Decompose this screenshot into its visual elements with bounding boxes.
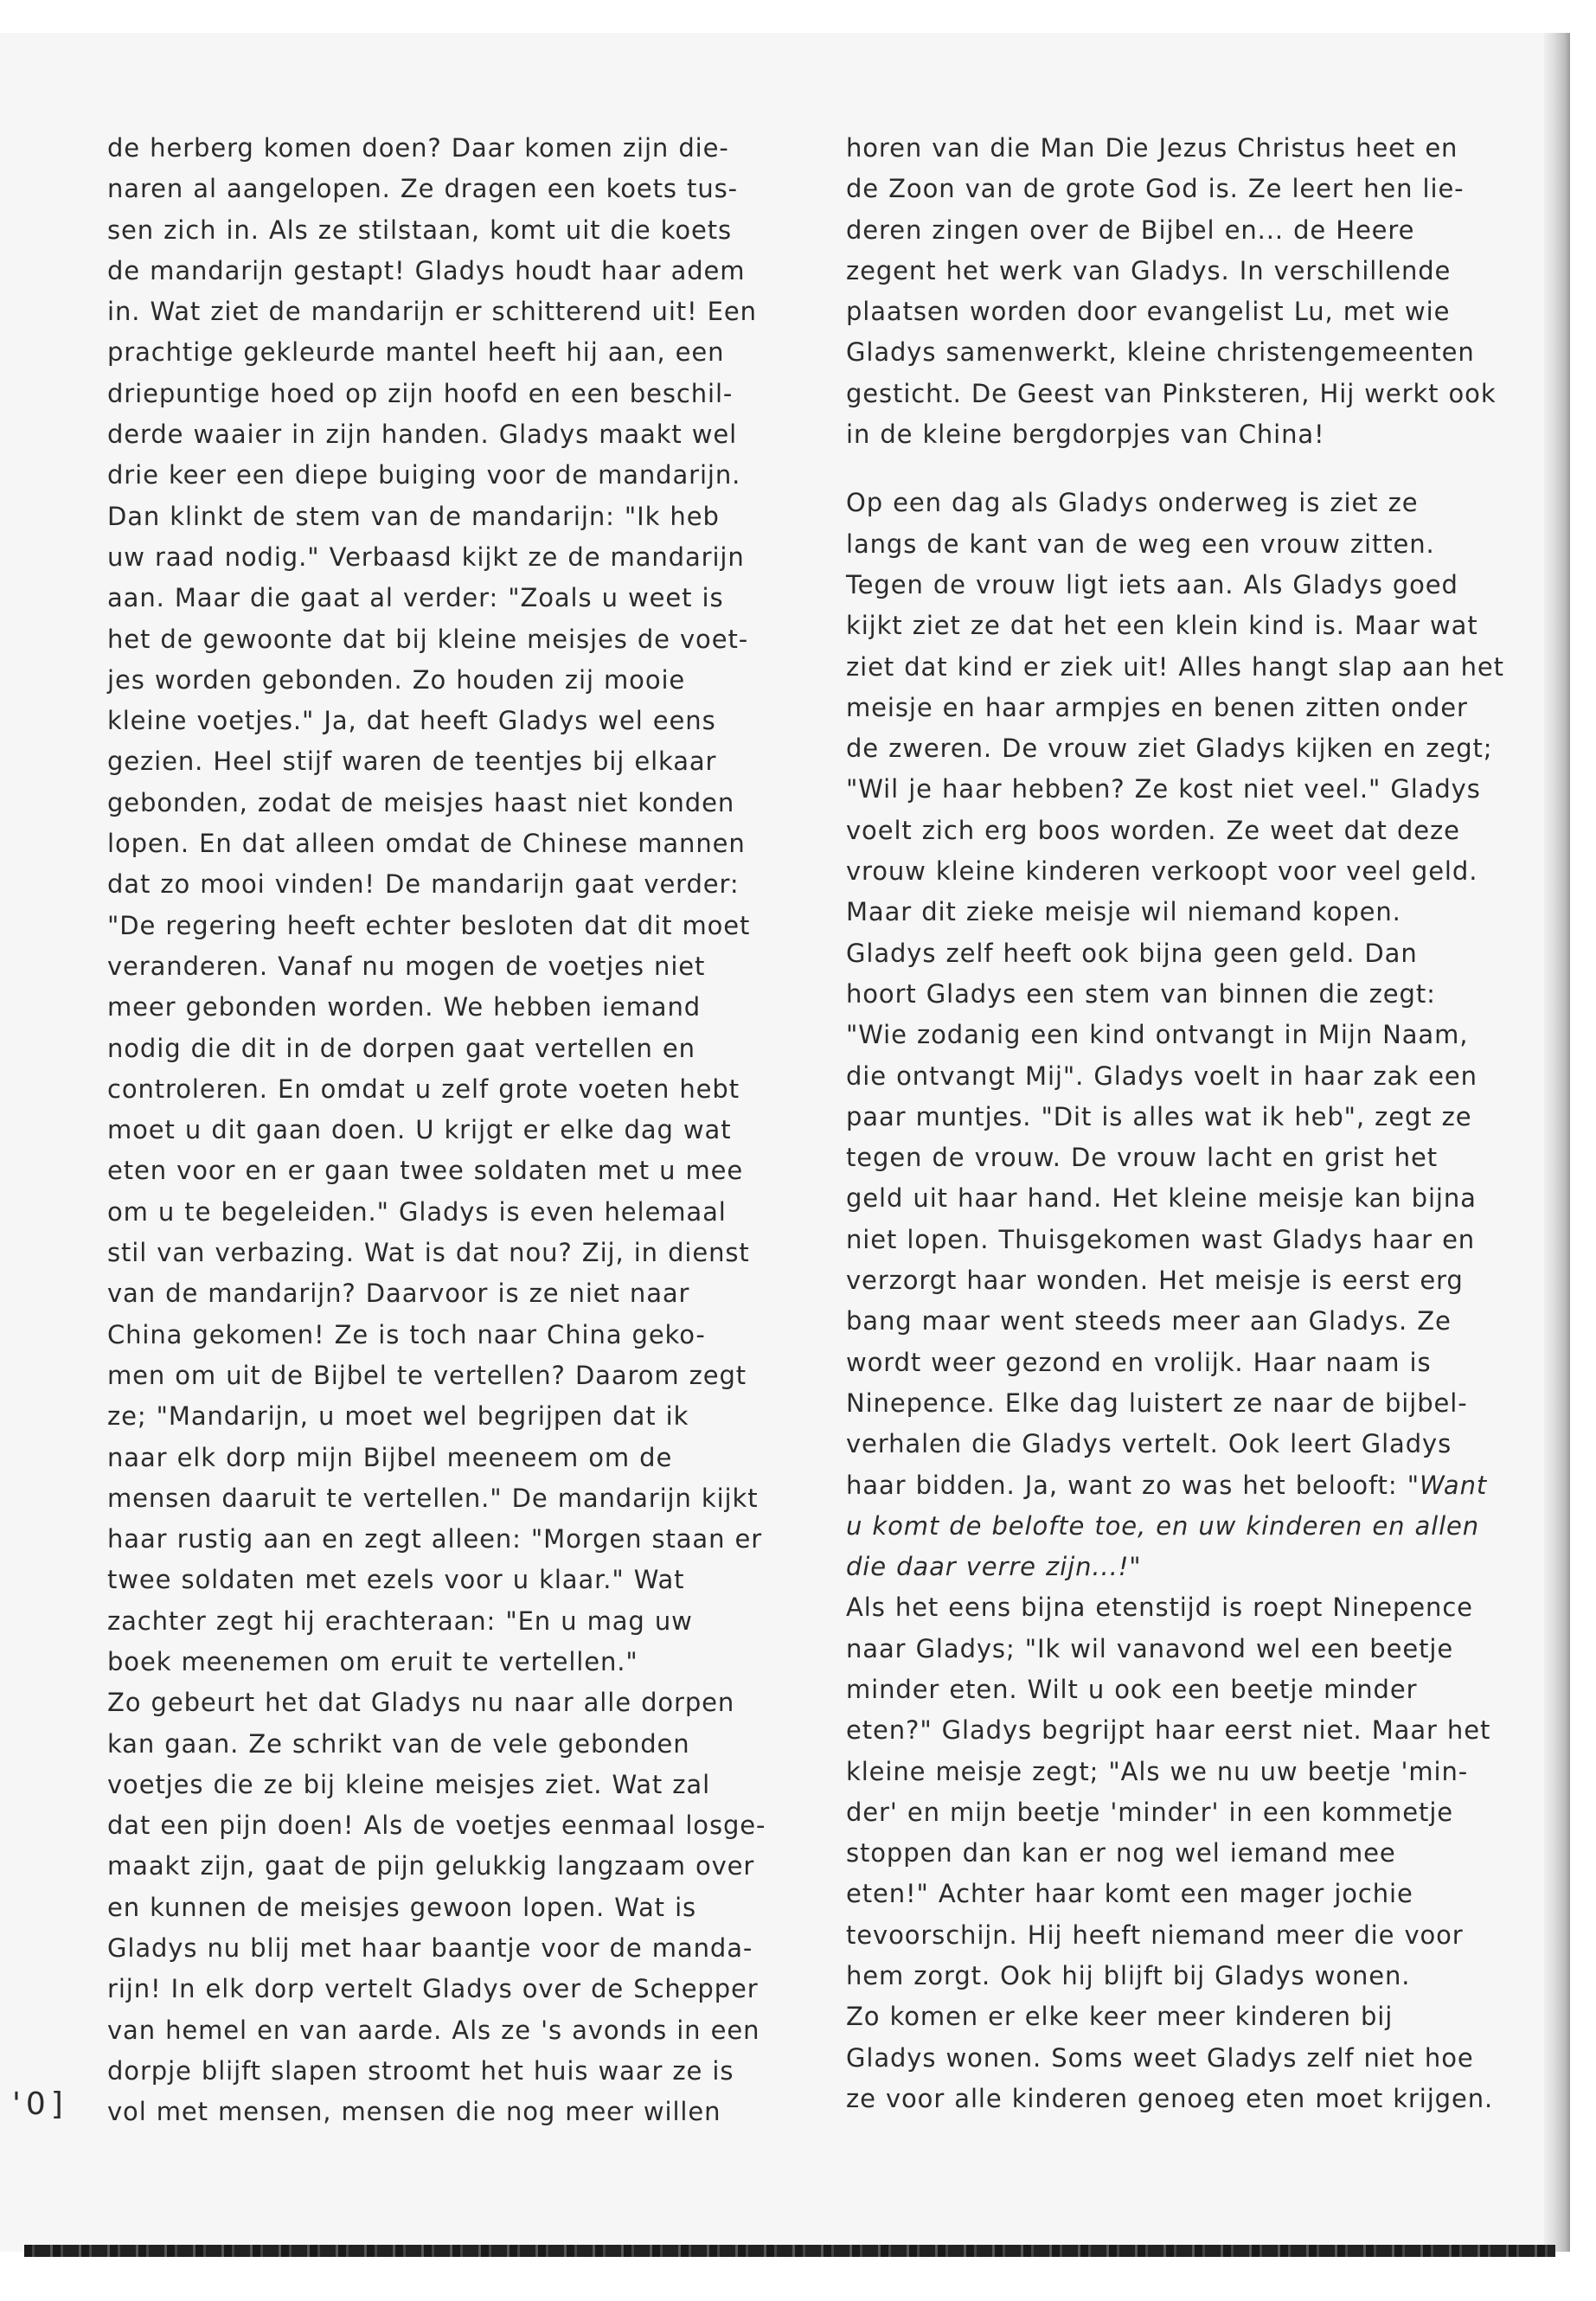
- right-line: kijkt ziet ze dat het een klein kind is. Maar wat: [846, 611, 1478, 641]
- left-line: sen zich in. Als ze stilstaan, komt uit die koets: [107, 215, 732, 245]
- left-line: boek meenemen om eruit te vertellen.": [107, 1646, 638, 1676]
- left-line: derde waaier in zijn handen. Gladys maakt wel: [107, 420, 738, 450]
- right-line: wordt weer gezond en vrolijk. Haar naam is: [846, 1347, 1432, 1377]
- right-line: de Zoon van de grote God is. Ze leert hen lie-: [846, 174, 1465, 204]
- left-line: "De regering heeft echter besloten dat dit moet: [107, 910, 751, 940]
- bible-quote-text: die daar verre zijn...!": [846, 1552, 1142, 1582]
- left-line: controleren. En omdat u zelf grote voeten hebt: [107, 1074, 740, 1104]
- left-line: Gladys nu blij met haar baantje voor de manda-: [107, 1933, 753, 1964]
- right-line: tevoorschijn. Hij heeft niemand meer die voor: [846, 1920, 1464, 1950]
- left-line: gezien. Heel stijf waren de teentjes bij elkaar: [107, 747, 717, 777]
- right-line: bang maar went steeds meer aan Gladys. Ze: [846, 1306, 1452, 1336]
- right-line: Gladys wonen. Soms weet Gladys zelf niet hoe: [846, 2042, 1474, 2073]
- left-line: en kunnen de meisjes gewoon lopen. Wat is: [107, 1892, 697, 1922]
- left-line: prachtige gekleurde mantel heeft hij aan, een: [107, 337, 725, 368]
- left-line: dorpje blijft slapen stroomt het huis waar ze is: [107, 2055, 734, 2086]
- right-line: vrouw kleine kinderen verkoopt voor veel geld.: [846, 856, 1478, 887]
- right-line: kleine meisje zegt; "Als we nu uw beetje 'min-: [846, 1756, 1469, 1786]
- right-line: Gladys zelf heeft ook bijna geen geld. Dan: [846, 938, 1418, 968]
- right-line: gesticht. De Geest van Pinksteren, Hij werkt ook: [846, 378, 1497, 408]
- left-line: meer gebonden worden. We hebben iemand: [107, 992, 702, 1022]
- left-line: om u te begeleiden." Gladys is even helemaal: [107, 1196, 727, 1227]
- page-bottom-border: [24, 2245, 1555, 2257]
- right-line: de zweren. De vrouw ziet Gladys kijken en zegt;: [846, 734, 1493, 764]
- right-line: geld uit haar hand. Het kleine meisje kan bijna: [846, 1183, 1477, 1214]
- right-line: niet lopen. Thuisgekomen wast Gladys haar en: [846, 1224, 1476, 1254]
- page-edge-shadow: [1544, 33, 1570, 2252]
- right-text-column: [846, 128, 1503, 2119]
- left-line: de mandarijn gestapt! Gladys houdt haar adem: [107, 255, 746, 285]
- right-line: deren zingen over de Bijbel en... de Heere: [846, 215, 1415, 245]
- right-line: Ninepence. Elke dag luistert ze naar de bijbel-: [846, 1388, 1468, 1418]
- right-line: tegen de vrouw. De vrouw lacht en grist het: [846, 1143, 1439, 1173]
- right-line: "Wil je haar hebben? Ze kost niet veel." Gladys: [846, 774, 1481, 804]
- left-line: lopen. En dat alleen omdat de Chinese mannen: [107, 829, 746, 859]
- right-line: hem zorgt. Ook hij blijft bij Gladys wonen.: [846, 1961, 1411, 1991]
- right-line: ze voor alle kinderen genoeg eten moet krijgen.: [846, 2083, 1494, 2113]
- right-line: paar muntjes. "Dit is alles wat ik heb", zegt ze: [846, 1101, 1472, 1131]
- right-line: Maar dit zieke meisje wil niemand kopen.: [846, 897, 1401, 927]
- left-line: kleine voetjes." Ja, dat heeft Gladys wel eens: [107, 706, 716, 736]
- left-line: rijn! In elk dorp vertelt Gladys over de Schepper: [107, 1974, 759, 2004]
- left-line: veranderen. Vanaf nu mogen de voetjes niet: [107, 951, 706, 981]
- left-line: driepuntige hoed op zijn hoofd en een beschil-: [107, 378, 734, 408]
- right-line: horen van die Man Die Jezus Christus heet en: [846, 133, 1458, 163]
- left-line: uw raad nodig." Verbaasd kijkt ze de mandarijn: [107, 542, 745, 572]
- left-line: zachter zegt hij erachteraan: "En u mag uw: [107, 1606, 693, 1636]
- left-line: nodig die dit in de dorpen gaat vertellen en: [107, 1033, 695, 1063]
- right-line: ziet dat kind er ziek uit! Alles hangt slap aan het: [846, 651, 1504, 682]
- left-line: men om uit de Bijbel te vertellen? Daarom zegt: [107, 1360, 747, 1390]
- right-line: langs de kant van de weg een vrouw zitten.: [846, 529, 1435, 559]
- left-line: naren al aangelopen. Ze dragen een koets tus-: [107, 174, 738, 204]
- left-line: drie keer een diepe buiging voor de mandarijn.: [107, 460, 741, 490]
- right-line: eten?" Gladys begrijpt haar eerst niet. Maar het: [846, 1715, 1491, 1746]
- right-line: "Wie zodanig een kind ontvangt in Mijn Naam,: [846, 1020, 1469, 1050]
- right-line: stoppen dan kan er nog wel iemand mee: [846, 1838, 1396, 1868]
- paragraph-gap: [846, 455, 1503, 483]
- left-line: eten voor en er gaan twee soldaten met u mee: [107, 1156, 744, 1186]
- right-line: Tegen de vrouw ligt iets aan. Als Gladys goed: [846, 569, 1458, 599]
- right-line: Gladys samenwerkt, kleine christengemeenten: [846, 337, 1475, 368]
- left-line: dat zo mooi vinden! De mandarijn gaat verder:: [107, 869, 740, 900]
- right-line: Op een dag als Gladys onderweg is ziet ze: [846, 488, 1419, 518]
- right-line: plaatsen worden door evangelist Lu, met wie: [846, 297, 1451, 327]
- left-line: naar elk dorp mijn Bijbel meeneem om de: [107, 1442, 673, 1472]
- left-line: ze; "Mandarijn, u moet wel begrijpen dat ik: [107, 1401, 689, 1432]
- left-line: twee soldaten met ezels voor u klaar." Wat: [107, 1565, 685, 1595]
- right-line: in de kleine bergdorpjes van China!: [846, 420, 1325, 450]
- left-line: Zo gebeurt het dat Gladys nu naar alle dorpen: [107, 1688, 735, 1718]
- right-line: der' en mijn beetje 'minder' in een kommetje: [846, 1797, 1454, 1827]
- page-number: '0]: [12, 2086, 68, 2122]
- right-line: hoort Gladys een stem van binnen die zegt:: [846, 978, 1436, 1009]
- right-line: zegent het werk van Gladys. In verschillende: [846, 255, 1452, 285]
- bible-quote-line: [846, 1547, 1503, 1587]
- left-line: aan. Maar die gaat al verder: "Zoals u weet is: [107, 583, 724, 613]
- left-line: kan gaan. Ze schrikt van de vele gebonden: [107, 1728, 690, 1759]
- left-line: van de mandarijn? Daarvoor is ze niet naar: [107, 1279, 690, 1309]
- right-line: voelt zich erg boos worden. Ze weet dat deze: [846, 815, 1460, 845]
- left-line: haar rustig aan en zegt alleen: "Morgen staan er: [107, 1524, 763, 1554]
- left-line: mensen daaruit te vertellen." De mandarijn kijkt: [107, 1483, 759, 1513]
- left-line: jes worden gebonden. Zo houden zij mooie: [107, 664, 686, 695]
- right-line: die ontvangt Mij". Gladys voelt in haar zak een: [846, 1061, 1477, 1091]
- left-line: China gekomen! Ze is toch naar China geko-: [107, 1319, 706, 1349]
- right-line: verhalen die Gladys vertelt. Ook leert Gladys: [846, 1429, 1452, 1459]
- left-line: gebonden, zodat de meisjes haast niet konden: [107, 787, 735, 817]
- left-line: in. Wat ziet de mandarijn er schitterend uit! Een: [107, 297, 757, 327]
- right-line-with-quote: [846, 1465, 1503, 1506]
- left-line: maakt zijn, gaat de pijn gelukkig langzaam over: [107, 1851, 755, 1881]
- left-line: van hemel en van aarde. Als ze 's avonds in een: [107, 2015, 760, 2045]
- left-line: dat een pijn doen! Als de voetjes eenmaal losge-: [107, 1811, 766, 1841]
- right-line: minder eten. Wilt u ook een beetje minder: [846, 1674, 1418, 1704]
- right-line-text: haar bidden. Ja, want zo was het belooft:: [846, 1470, 1398, 1500]
- right-line: verzorgt haar wonden. Het meisje is eerst erg: [846, 1266, 1464, 1296]
- bible-quote-start: "Want: [1407, 1470, 1488, 1500]
- bible-quote-text: u komt de belofte toe, en uw kinderen en allen: [846, 1510, 1480, 1541]
- right-line: eten!" Achter haar komt een mager jochie: [846, 1879, 1413, 1909]
- left-line: het de gewoonte dat bij kleine meisjes de voet-: [107, 624, 749, 654]
- left-line: voetjes die ze bij kleine meisjes ziet. Wat zal: [107, 1769, 711, 1799]
- left-line: de herberg komen doen? Daar komen zijn die-: [107, 133, 729, 163]
- right-line: naar Gladys; "Ik wil vanavond wel een beetje: [846, 1633, 1454, 1663]
- left-line: vol met mensen, mensen die nog meer willen: [107, 2097, 721, 2127]
- left-line: Dan klinkt de stem van de mandarijn: "Ik heb: [107, 501, 720, 531]
- right-line: meisje en haar armpjes en benen zitten onder: [846, 692, 1468, 722]
- bible-quote-line: [846, 1506, 1503, 1547]
- right-line: Zo komen er elke keer meer kinderen bij: [846, 2002, 1394, 2032]
- left-line: moet u dit gaan doen. U krijgt er elke dag wat: [107, 1115, 732, 1145]
- left-text-column: [107, 128, 765, 2133]
- left-line: stil van verbazing. Wat is dat nou? Zij, in dienst: [107, 1238, 750, 1268]
- right-line: Als het eens bijna etenstijd is roept Ninepence: [846, 1593, 1473, 1623]
